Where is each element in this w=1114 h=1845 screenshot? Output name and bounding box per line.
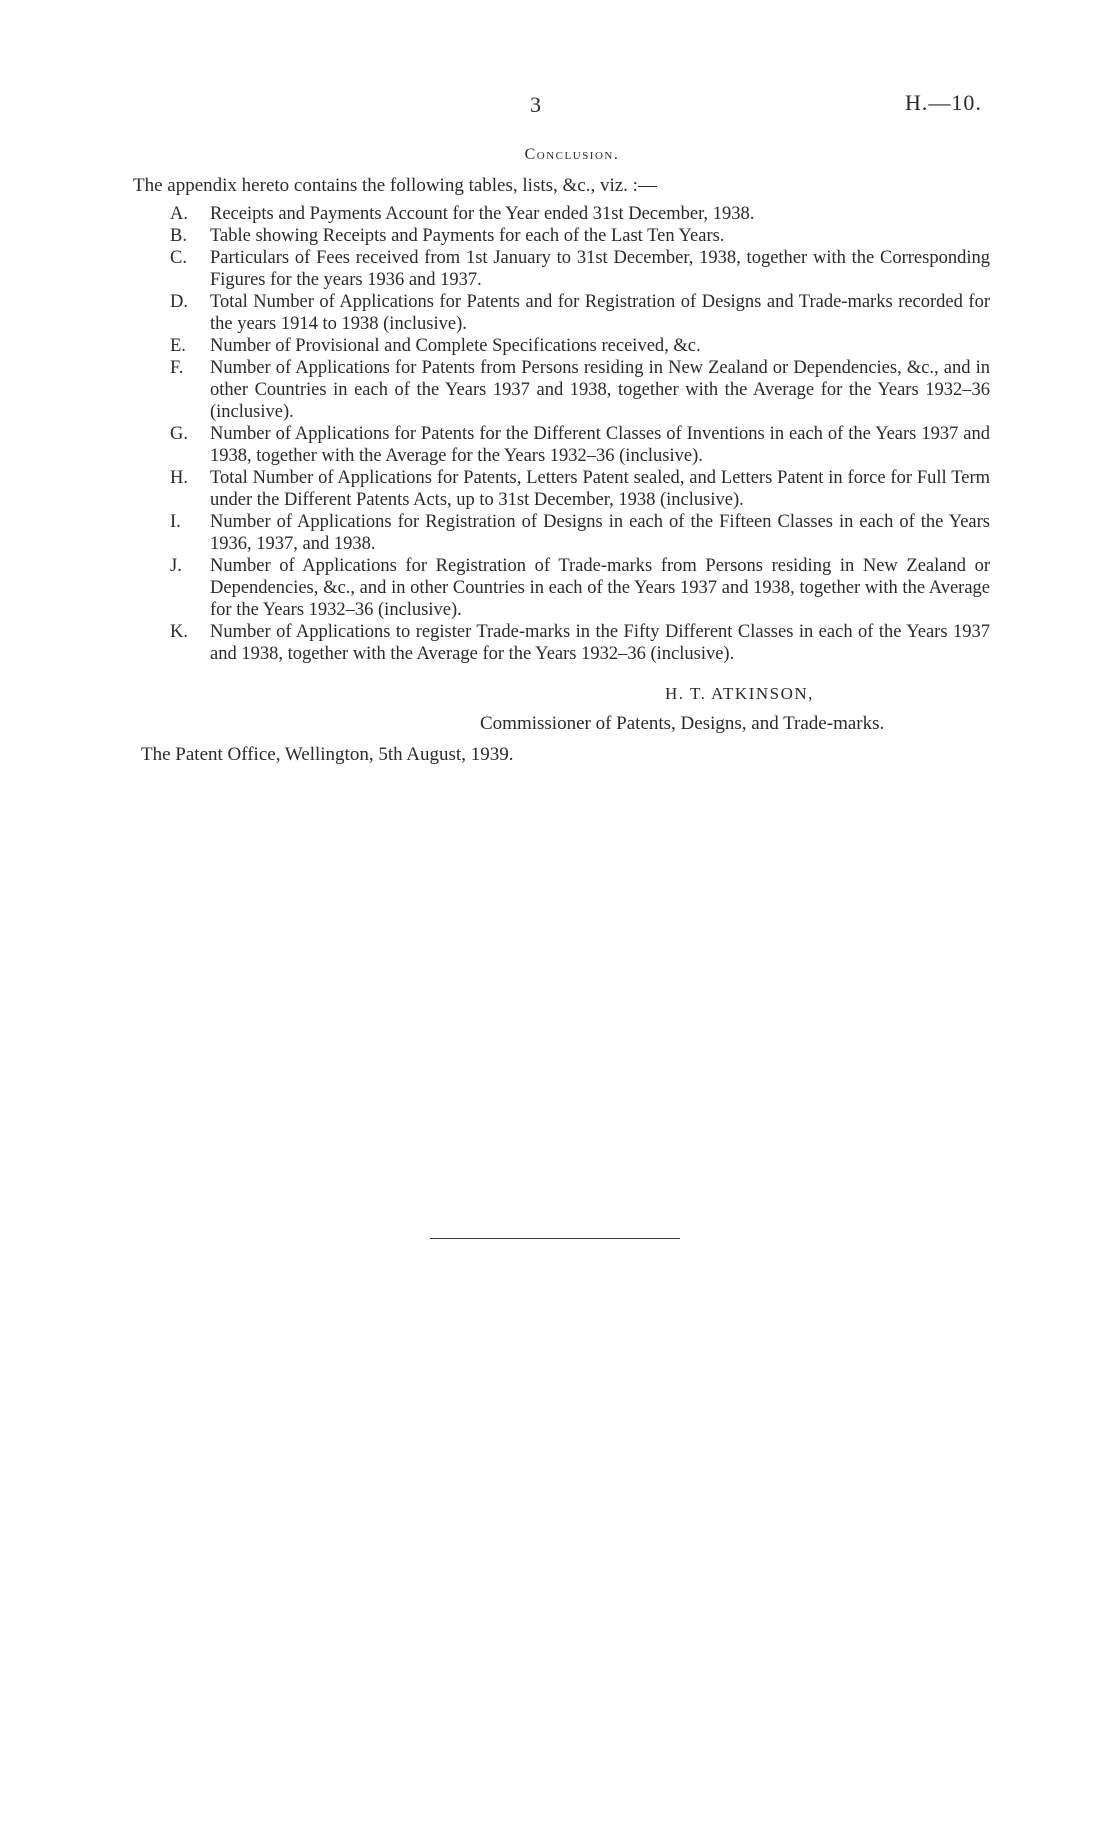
list-item-letter: J.: [170, 556, 182, 576]
place-and-date: The Patent Office, Wellington, 5th August, 1939.: [141, 744, 514, 765]
list-item-text: Particulars of Fees received from 1st January to 31st December, 1938, together with the Corresponding Figures for the years 1936 and 1937.: [210, 248, 990, 290]
list-item: [170, 423, 990, 467]
list-item-text: Number of Applications for Patents from Persons residing in New Zealand or Dependencies, &c., and in other Countries in each of the Years 1937 and 1938, together with the Average for the Years 1932–36 (inclusive).: [210, 358, 990, 422]
list-item-text: Total Number of Applications for Patents and for Registration of Designs and Trade-marks recorded for the years 1914 to 1938 (inclusive).: [210, 292, 990, 334]
signatory-title: Commissioner of Patents, Designs, and Trade-marks.: [480, 713, 885, 734]
list-item: [170, 247, 990, 291]
list-item: [170, 203, 990, 225]
list-item-text: Number of Applications for Patents for the Different Classes of Inventions in each of the Years 1937 and 1938, together with the Average for the Years 1932–36 (inclusive).: [210, 424, 990, 466]
page-number: 3: [530, 92, 541, 117]
list-item: [170, 357, 990, 423]
list-item: [170, 555, 990, 621]
list-item-letter: C.: [170, 248, 187, 268]
list-item: [170, 511, 990, 555]
divider-rule: [430, 1238, 680, 1239]
list-item-letter: F.: [170, 358, 184, 378]
list-item-letter: B.: [170, 226, 187, 246]
list-item: [170, 467, 990, 511]
list-item-letter: G.: [170, 424, 188, 444]
list-item-text: Receipts and Payments Account for the Year ended 31st December, 1938.: [210, 204, 755, 224]
list-item-letter: K.: [170, 622, 188, 642]
list-item: [170, 621, 990, 665]
document-reference: H.—10.: [905, 90, 982, 115]
list-item-text: Number of Applications for Registration of Trade-marks from Persons residing in New Zealand or Dependencies, &c., and in other Countries in each of the Years 1937 and 1938, together with the Average for the Years 1932–36 (inclusive).: [210, 556, 990, 620]
list-item-letter: E.: [170, 336, 186, 356]
list-item-text: Total Number of Applications for Patents, Letters Patent sealed, and Letters Patent in force for Full Term under the Different Patents Acts, up to 31st December, 1938 (inclusive).: [210, 468, 990, 510]
list-item: [170, 335, 990, 357]
list-item-text: Number of Applications to register Trade-marks in the Fifty Different Classes in each of the Years 1937 and 1938, together with the Average for the Years 1932–36 (inclusive).: [210, 622, 990, 664]
list-item-text: Number of Provisional and Complete Specifications received, &c.: [210, 336, 701, 356]
list-item-letter: H.: [170, 468, 188, 488]
list-item-text: Number of Applications for Registration of Designs in each of the Fifteen Classes in each of the Years 1936, 1937, and 1938.: [210, 512, 990, 554]
list-item-letter: I.: [170, 512, 181, 532]
intro-paragraph: The appendix hereto contains the following tables, lists, &c., viz. :—: [133, 175, 657, 196]
section-heading: Conclusion.: [524, 146, 620, 163]
list-item-letter: A.: [170, 204, 188, 224]
list-item: [170, 291, 990, 335]
signatory-name: H. T. ATKINSON,: [665, 684, 814, 703]
list-item: [170, 225, 990, 247]
list-item-letter: D.: [170, 292, 188, 312]
appendix-list: [170, 203, 990, 665]
list-item-text: Table showing Receipts and Payments for each of the Last Ten Years.: [210, 226, 725, 246]
